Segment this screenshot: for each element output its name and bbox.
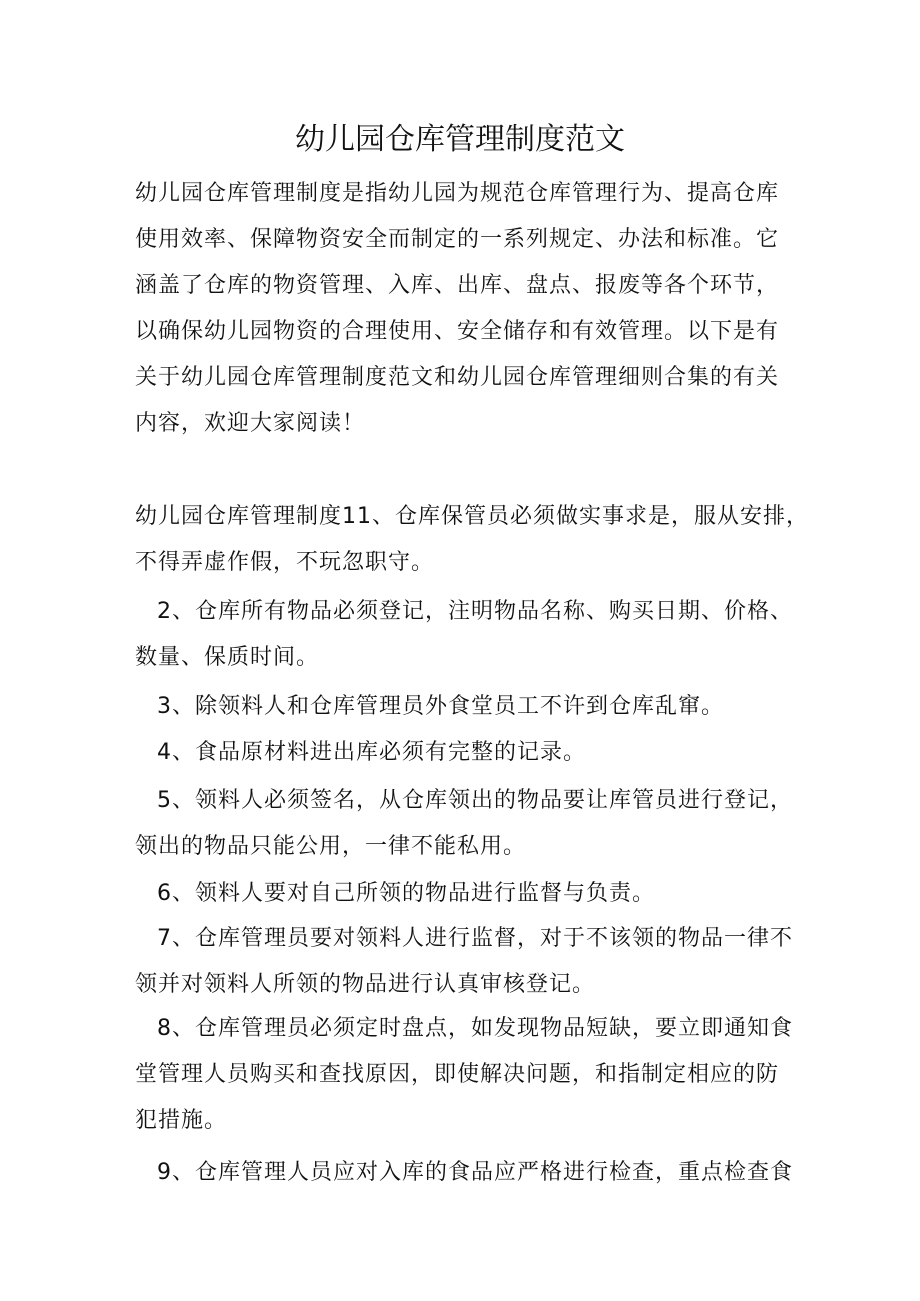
intro-line: 关于幼儿园仓库管理制度范文和幼儿园仓库管理细则合集的有关 — [135, 365, 780, 390]
rule-line: 领出的物品只能公用，一律不能私用。 — [135, 834, 527, 859]
document-title: 幼儿园仓库管理制度范文 — [295, 122, 625, 157]
intro-line: 涵盖了仓库的物资管理、入库、出库、盘点、报废等各个环节， — [135, 273, 780, 298]
rule-line: 幼儿园仓库管理制度11、仓库保管员必须做实事求是，服从安排， — [135, 504, 809, 529]
rule-line: 5、领料人必须签名，从仓库领出的物品要让库管员进行登记， — [157, 788, 793, 813]
rule-line: 6、领料人要对自己所领的物品进行监督与负责。 — [157, 881, 655, 906]
rule-line: 2、仓库所有物品必须登记，注明物品名称、购买日期、价格、 — [157, 599, 793, 624]
rule-paragraph-2 — [135, 589, 795, 681]
rule-line: 犯措施。 — [135, 1108, 228, 1133]
rule-line: 不得弄虚作假，不玩忽职守。 — [135, 550, 435, 575]
rule-line: 9、仓库管理人员应对入库的食品应严格进行检查，重点检查食 — [157, 1160, 793, 1185]
intro-paragraph — [135, 171, 795, 447]
rule-line: 4、食品原材料进出库必须有完整的记录。 — [157, 740, 586, 765]
rule-paragraph-3 — [135, 684, 795, 730]
intro-line: 幼儿园仓库管理制度是指幼儿园为规范仓库管理行为、提高仓库 — [135, 181, 780, 206]
rule-paragraph-5 — [135, 778, 795, 870]
intro-line: 以确保幼儿园物资的合理使用、安全储存和有效管理。以下是有 — [135, 319, 780, 344]
rule-paragraph-6 — [135, 871, 795, 917]
rule-paragraph-1 — [135, 494, 809, 586]
rule-line: 7、仓库管理员要对领料人进行监督，对于不该领的物品一律不 — [157, 926, 793, 951]
rule-paragraph-4 — [135, 730, 795, 776]
rule-paragraph-9 — [135, 1150, 795, 1196]
rule-paragraph-7 — [135, 916, 795, 1008]
rule-line: 堂管理人员购买和查找原因，即使解决问题，和指制定相应的防 — [135, 1062, 780, 1087]
rule-line: 领并对领料人所领的物品进行认真审核登记。 — [135, 972, 596, 997]
rule-paragraph-8 — [135, 1006, 795, 1144]
intro-line: 使用效率、保障物资安全而制定的一系列规定、办法和标准。它 — [135, 227, 780, 252]
rule-line: 3、除领料人和仓库管理员外食堂员工不许到仓库乱窜。 — [157, 694, 724, 719]
rule-line: 8、仓库管理员必须定时盘点，如发现物品短缺，要立即通知食 — [157, 1016, 793, 1041]
intro-line: 内容，欢迎大家阅读！ — [135, 411, 366, 436]
rule-line: 数量、保质时间。 — [135, 645, 320, 670]
